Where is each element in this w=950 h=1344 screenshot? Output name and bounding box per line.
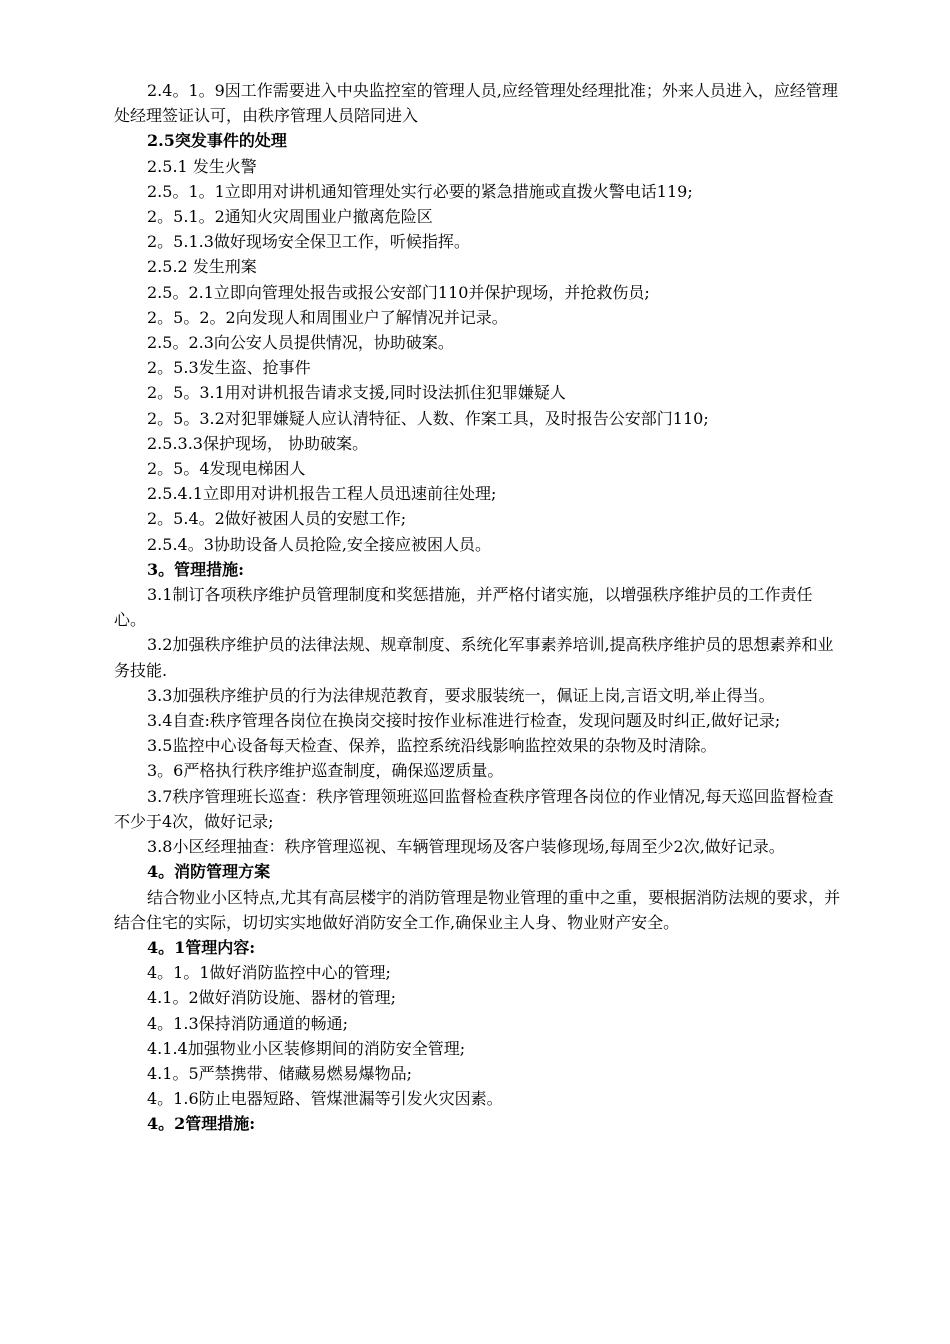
heading-2-5: 2.5突发事件的处理 — [147, 131, 287, 151]
item-2-5-2: 2.5.2 发生刑案 — [147, 257, 257, 277]
measure-3-7: 3.7秩序管理班长巡查：秩序管理领班巡回监督检查秩序管理各岗位的作业情况,每天巡回监督检查不少于4次，做好记录; — [114, 786, 834, 831]
measure-3-3: 3.3加强秩序维护员的行为法律规范教育，要求服装统一，佩证上岗,言语文明,举止得当。 — [147, 685, 775, 705]
item-2-5-4-1: 2.5.4.1立即用对讲机报告工程人员迅速前往处理; — [147, 484, 497, 504]
item-2-5-3-3: 2.5.3.3保护现场， 协助破案。 — [147, 433, 369, 453]
item-2-5-2-3: 2.5。2.3向公安人员提供情况，协助破案。 — [147, 333, 454, 353]
measure-3-8: 3.8小区经理抽查：秩序管理巡视、车辆管理现场及客户装修现场,每周至少2次,做好记录。 — [147, 837, 785, 857]
content-4-1-1: 4。1。1做好消防监控中心的管理; — [147, 963, 391, 983]
item-2-5-4-3: 2.5.4。3协助设备人员抢险,安全接应被困人员。 — [147, 534, 491, 554]
measure-3-1: 3.1制订各项秩序维护员管理制度和奖惩措施，并严格付诸实施，以增强秩序维护员的工作责任心。 — [114, 585, 813, 630]
item-2-5-4: 2。5。4发现电梯困人 — [147, 459, 306, 479]
item-2-5-2-1: 2.5。2.1立即向管理处报告或报公安部门110并保护现场，并抢救伤员; — [147, 282, 650, 302]
document-page — [114, 78, 844, 1137]
paragraph-2-4-1-9: 2.4。1。9因工作需要进入中央监控室的管理人员,应经管理处经理批准；外来人员进入，应经管理处经理签证认可，由秩序管理人员陪同进入 — [114, 81, 838, 126]
heading-4-1: 4。1管理内容: — [147, 937, 256, 957]
item-2-5-3-1: 2。5。3.1用对讲机报告请求支援,同时设法抓住犯罪嫌疑人 — [147, 383, 566, 403]
item-2-5-1: 2.5.1 发生火警 — [147, 156, 257, 176]
measure-3-2: 3.2加强秩序维护员的法律法规、规章制度、系统化军事素养培训,提高秩序维护员的思想素养和业务技能. — [114, 635, 834, 680]
item-2-5-2-2: 2。5。2。2向发现人和周围业户了解情况并记录。 — [147, 307, 508, 327]
content-4-1-2: 4.1。2做好消防设施、器材的管理; — [147, 988, 397, 1008]
heading-4-2: 4。2管理措施: — [147, 1114, 256, 1134]
measure-3-5: 3.5监控中心设备每天检查、保养，监控系统沿线影响监控效果的杂物及时清除。 — [147, 736, 717, 756]
item-2-5-4-2: 2。5.4。2做好被困人员的安慰工作; — [147, 509, 407, 529]
item-2-5-1-3: 2。5.1.3做好现场安全保卫工作，听候指挥。 — [147, 232, 470, 252]
content-4-1-3: 4。1.3保持消防通道的畅通; — [147, 1013, 349, 1033]
heading-3: 3。管理措施: — [147, 559, 245, 579]
paragraph-4: 结合物业小区特点,尤其有高层楼宇的消防管理是物业管理的重中之重，要根据消防法规的要求，并结合住宅的实际，切切实实地做好消防安全工作,确保业主人身、物业财产安全。 — [114, 887, 841, 932]
content-4-1-4: 4.1.4加强物业小区装修期间的消防安全管理; — [147, 1038, 466, 1058]
content-4-1-6: 4。1.6防止电器短路、管煤泄漏等引发火灾因素。 — [147, 1089, 503, 1109]
heading-4: 4。消防管理方案 — [147, 862, 271, 882]
item-2-5-3-2: 2。5。3.2对犯罪嫌疑人应认清特征、人数、作案工具，及时报告公安部门110; — [147, 408, 709, 428]
item-2-5-1-1: 2.5。1。1立即用对讲机通知管理处实行必要的紧急措施或直拨火警电话119; — [147, 181, 693, 201]
item-2-5-3: 2。5.3发生盗、抢事件 — [147, 358, 311, 378]
content-4-1-5: 4.1。5严禁携带、储藏易燃易爆物品; — [147, 1063, 413, 1083]
measure-3-4: 3.4自查:秩序管理各岗位在换岗交接时按作业标准进行检查，发现问题及时纠正,做好记录; — [147, 711, 781, 731]
measure-3-6: 3。6严格执行秩序维护巡查制度，确保巡逻质量。 — [147, 761, 504, 781]
item-2-5-1-2: 2。5.1。2通知火灾周围业户撤离危险区 — [147, 207, 433, 227]
